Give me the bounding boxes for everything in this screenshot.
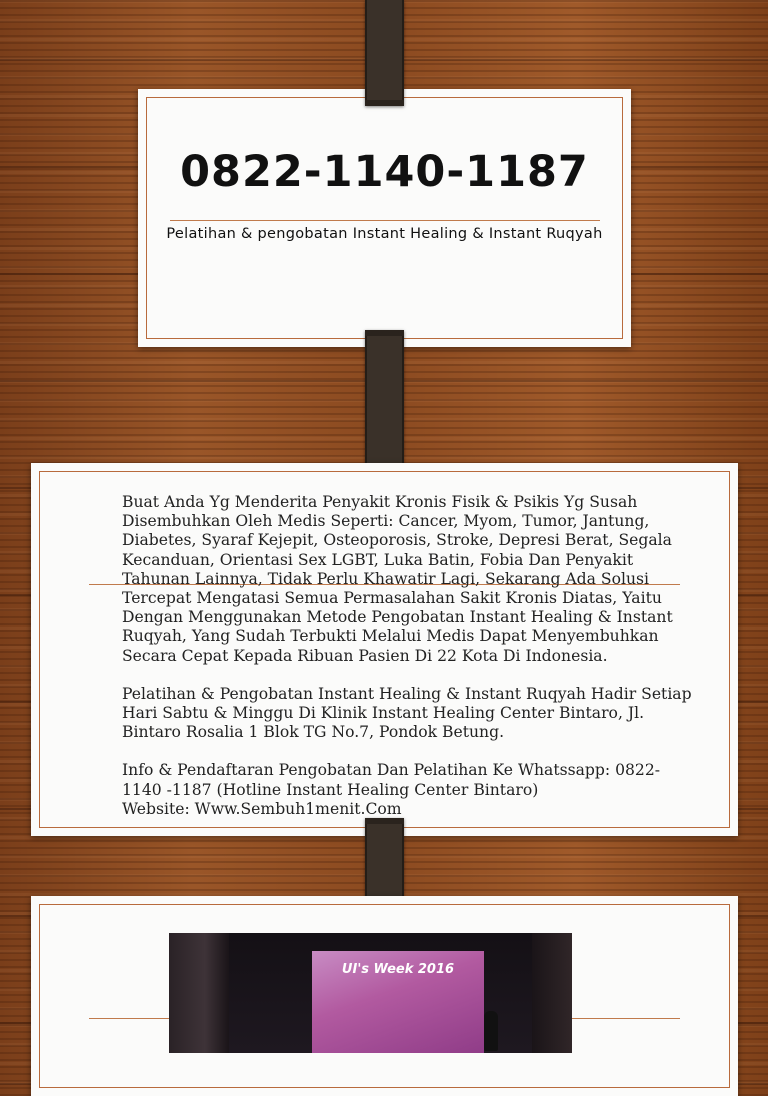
- info-card: [31, 463, 738, 836]
- photo-divider-left: [89, 1018, 169, 1019]
- website-link[interactable]: Website: Www.Sembuh1menit.Com: [122, 799, 402, 818]
- event-photo: [169, 933, 572, 1053]
- info-paragraph-2: Pelatihan & Pengobatan Instant Healing & Instant Ruqyah Hadir Setiap Hari Sabtu & Minggu Di Klinik Instant Healing Center Bintaro, Jl. Bintaro Rosalia 1 Blok TG No.7, Pondok Betung.: [122, 684, 692, 742]
- info-paragraph-3: Info & Pendaftaran Pengobatan Dan Pelatihan Ke Whatssapp: 0822-1140 -1187 (Hotline Instant Healing Center Bintaro): [122, 761, 661, 799]
- phone-number-title: 0822-1140-1187: [180, 147, 589, 197]
- top-strap: [365, 0, 404, 106]
- stage-curtain-left: [169, 933, 229, 1053]
- stage-banner: [312, 951, 484, 1053]
- subtitle: Pelatihan & pengobatan Instant Healing & Instant Ruqyah: [166, 226, 603, 242]
- info-text: [122, 493, 697, 819]
- speaker-silhouette: [484, 1011, 498, 1051]
- title-card: [138, 89, 631, 347]
- middle-strap: [365, 330, 404, 480]
- stage-curtain-right: [532, 933, 572, 1053]
- banner-title: UI's Week 2016: [341, 962, 455, 977]
- title-card-frame: [146, 97, 623, 339]
- title-divider: [170, 220, 600, 221]
- photo-card: [31, 896, 738, 1096]
- photo-divider-right: [572, 1018, 680, 1019]
- info-paragraph-1: Buat Anda Yg Menderita Penyakit Kronis Fisik & Psikis Yg Susah Disembuhkan Oleh Medis Seperti: Cancer, Myom, Tumor, Jantung, Diabetes, Syaraf Kejepit, Osteoporosis, Stroke, Depresi Berat, Segala Kecanduan, Orientasi Sex LGBT, Luka Batin, Fobia Dan Penyakit Tahunan Lainnya, Tidak Perlu Khawatir Lagi, Sekarang Ada Solusi Tercepat Mengatasi Semua Permasalahan Sakit Kronis Diatas, Yaitu Dengan Menggunakan Metode Pengobatan Instant Healing & Instant Ruqyah, Yang Sudah Terbukti Melalui Medis Dapat Menyembuhkan Secara Cepat Kepada Ribuan Pasien Di 22 Kota Di Indonesia.: [122, 493, 673, 665]
